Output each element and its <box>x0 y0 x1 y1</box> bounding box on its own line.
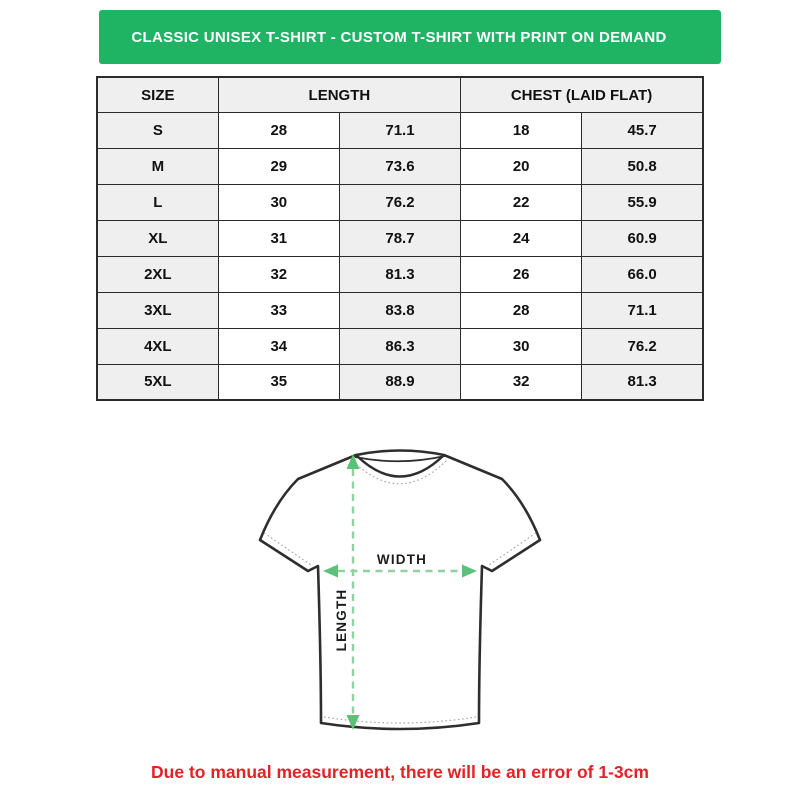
length-in: 28 <box>218 113 339 149</box>
length-cm: 83.8 <box>339 292 460 328</box>
chest-in: 32 <box>461 364 582 400</box>
chest-in: 24 <box>461 220 582 256</box>
table-row-m <box>97 148 703 184</box>
length-cm: 88.9 <box>339 364 460 400</box>
chest-in: 18 <box>461 113 582 149</box>
col-header-length: LENGTH <box>218 77 460 113</box>
col-header-chest: CHEST (LAID FLAT) <box>461 77 703 113</box>
size-label: L <box>97 184 218 220</box>
tshirt-outline <box>260 451 540 730</box>
length-cm: 81.3 <box>339 256 460 292</box>
length-in: 34 <box>218 328 339 364</box>
table-row-l <box>97 184 703 220</box>
table-row-s <box>97 113 703 149</box>
chest-in: 22 <box>461 184 582 220</box>
chest-in: 28 <box>461 292 582 328</box>
chest-cm: 66.0 <box>582 256 703 292</box>
size-table-body <box>97 113 703 401</box>
chest-cm: 45.7 <box>582 113 703 149</box>
title-banner <box>99 10 721 64</box>
size-label: 2XL <box>97 256 218 292</box>
chest-in: 30 <box>461 328 582 364</box>
chest-cm: 81.3 <box>582 364 703 400</box>
tshirt-measurement-diagram <box>250 440 550 750</box>
size-label: 5XL <box>97 364 218 400</box>
length-cm: 71.1 <box>339 113 460 149</box>
size-label: M <box>97 148 218 184</box>
size-label: 4XL <box>97 328 218 364</box>
size-label: 3XL <box>97 292 218 328</box>
chest-cm: 60.9 <box>582 220 703 256</box>
table-row-2xl <box>97 256 703 292</box>
length-in: 32 <box>218 256 339 292</box>
size-label: XL <box>97 220 218 256</box>
table-row-5xl <box>97 364 703 400</box>
length-in: 31 <box>218 220 339 256</box>
length-in: 30 <box>218 184 339 220</box>
length-cm: 78.7 <box>339 220 460 256</box>
length-in: 35 <box>218 364 339 400</box>
chest-in: 26 <box>461 256 582 292</box>
header-row <box>97 77 703 113</box>
length-dimension-label: LENGTH <box>334 588 349 652</box>
size-label: S <box>97 113 218 149</box>
table-row-xl <box>97 220 703 256</box>
col-header-size: SIZE <box>97 77 218 113</box>
width-dimension-label: WIDTH <box>376 552 428 567</box>
chest-cm: 50.8 <box>582 148 703 184</box>
measurement-error-note: Due to manual measurement, there will be an error of 1-3cm <box>151 762 649 782</box>
length-cm: 73.6 <box>339 148 460 184</box>
chest-cm: 71.1 <box>582 292 703 328</box>
size-table <box>96 76 704 401</box>
length-in: 29 <box>218 148 339 184</box>
page-title: CLASSIC UNISEX T-SHIRT - CUSTOM T-SHIRT WITH PRINT ON DEMAND <box>131 28 667 46</box>
chest-in: 20 <box>461 148 582 184</box>
chest-cm: 76.2 <box>582 328 703 364</box>
table-row-4xl <box>97 328 703 364</box>
length-cm: 86.3 <box>339 328 460 364</box>
table-row-3xl <box>97 292 703 328</box>
length-in: 33 <box>218 292 339 328</box>
chest-cm: 55.9 <box>582 184 703 220</box>
length-cm: 76.2 <box>339 184 460 220</box>
size-table-header <box>97 77 703 113</box>
